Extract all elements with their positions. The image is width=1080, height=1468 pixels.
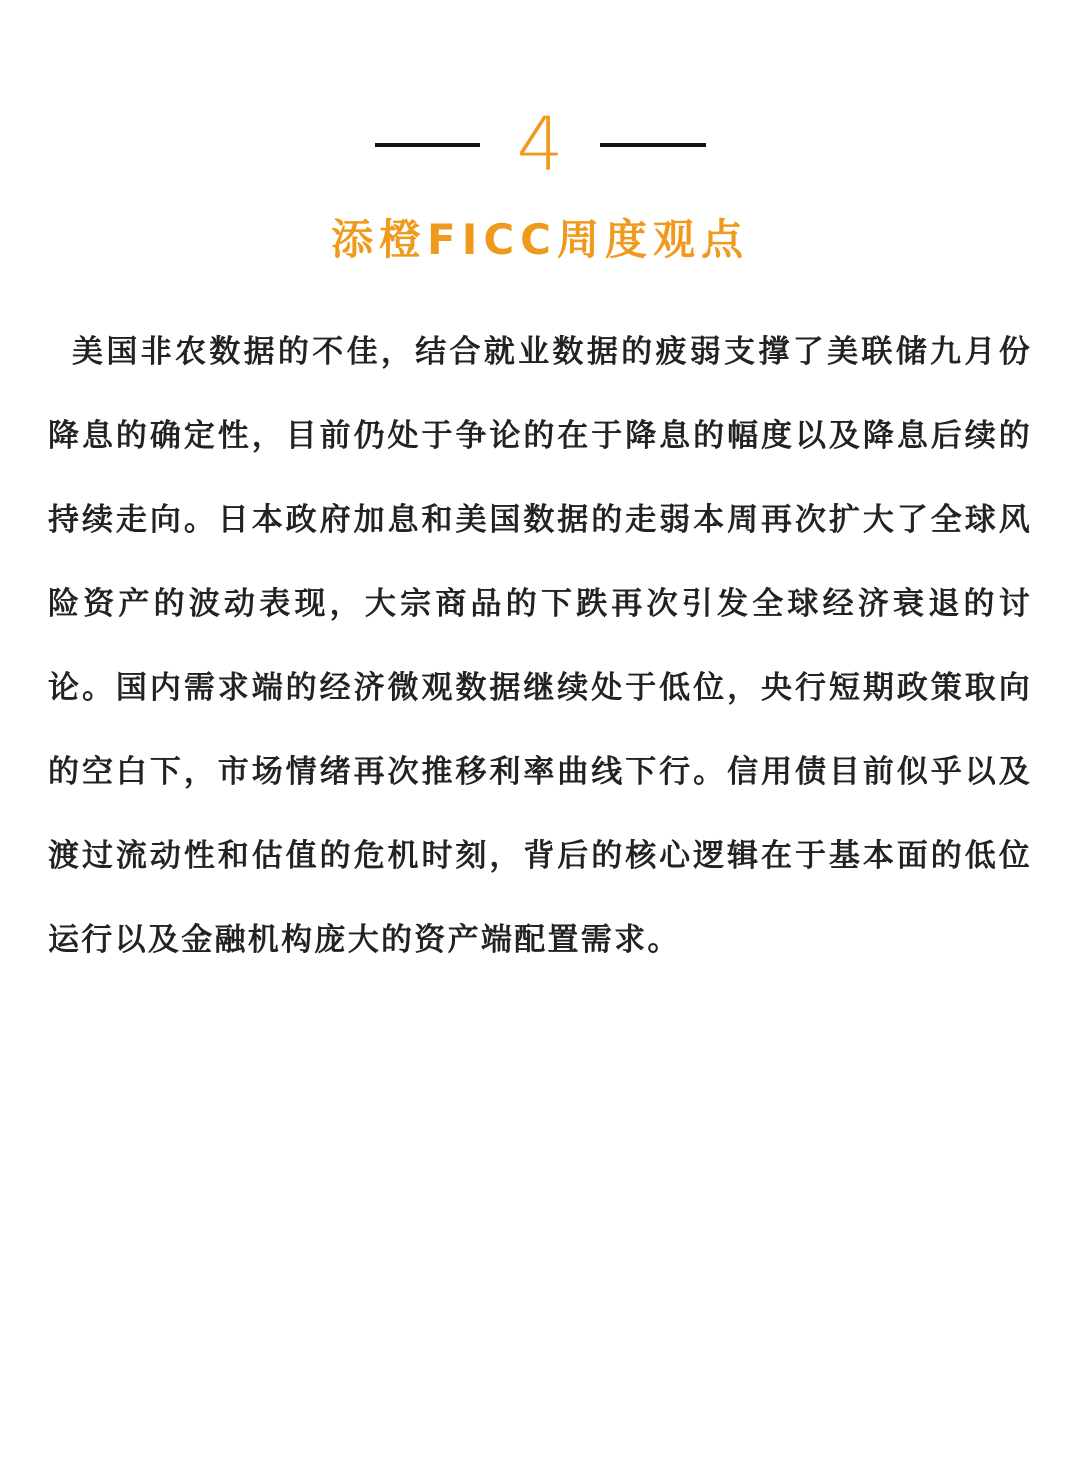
section-title: 添橙FICC周度观点 bbox=[331, 215, 749, 264]
left-divider bbox=[375, 143, 480, 147]
right-divider bbox=[600, 143, 706, 147]
body-paragraph: 美国非农数据的不佳，结合就业数据的疲弱支撑了美联储九月份降息的确定性，目前仍处于争论的在于降息的幅度以及降息后续的持续走向。日本政府加息和美国数据的走弱本周再次扩大了全球风险资产的波动表现，大宗商品的下跌再次引发全球经济衰退的讨论。国内需求端的经济微观数据继续处于低位，央行短期政策取向的空白下，市场情绪再次推移利率曲线下行。信用债目前似乎以及渡过流动性和估值的危机时刻，背后的核心逻辑在于基本面的低位运行以及金融机构庞大的资产端配置需求。 bbox=[48, 334, 1032, 958]
section-header bbox=[0, 100, 1080, 190]
section-number: 4 bbox=[516, 102, 564, 188]
